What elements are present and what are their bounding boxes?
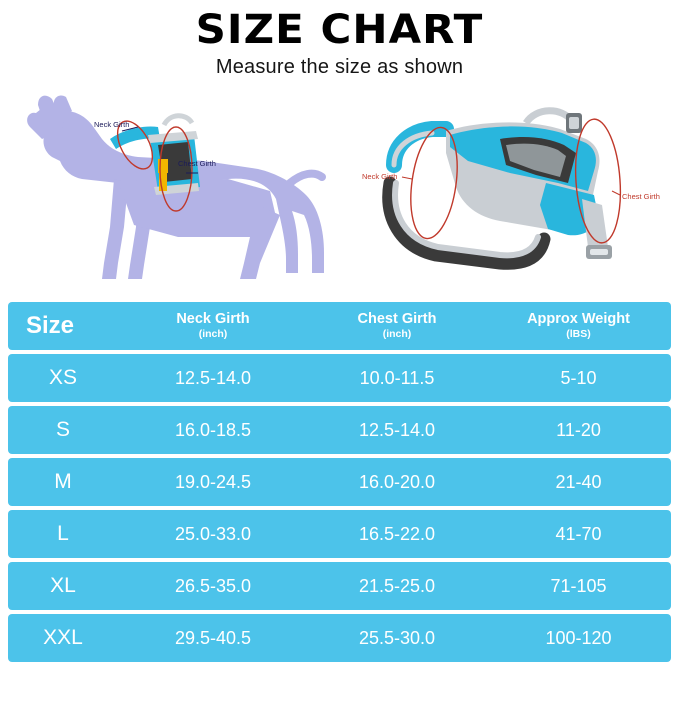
cell-approx-weight: 21-40 — [555, 471, 602, 492]
cell-approx-weight: 100-120 — [545, 627, 612, 648]
cell-chest-girth: 25.5-30.0 — [358, 627, 436, 648]
cell-neck-girth: 25.0-33.0 — [174, 523, 252, 544]
cell-neck-girth: 29.5-40.5 — [174, 627, 252, 648]
header-weight-unit: (lBS) — [566, 328, 591, 340]
label-chest-girth-dog: Chest Girth — [178, 159, 216, 168]
cell-size: S — [55, 418, 70, 441]
cell-chest-girth: 10.0-11.5 — [359, 367, 435, 388]
size-table — [8, 302, 671, 666]
dog-illustration — [18, 87, 338, 287]
cell-size: M — [54, 470, 72, 493]
cell-chest-girth: 16.5-22.0 — [358, 523, 436, 544]
label-neck-girth-harness: Neck Girth — [362, 172, 398, 181]
header-size-label: Size — [26, 312, 75, 339]
cell-size: XXL — [43, 626, 83, 649]
header-cell-neck-girth — [118, 311, 308, 341]
cell-approx-weight: 5-10 — [560, 367, 597, 388]
header-cell-chest-girth — [308, 311, 486, 341]
cell-neck-girth: 12.5-14.0 — [174, 367, 252, 388]
table-row — [8, 354, 671, 402]
header-weight-label: Approx Weight — [527, 311, 630, 327]
cell-neck-girth: 16.0-18.5 — [174, 419, 252, 440]
cell-neck-girth: 19.0-24.5 — [174, 471, 252, 492]
label-neck-girth-dog: Neck Girth — [94, 120, 130, 129]
table-row — [8, 406, 671, 454]
table-row — [8, 458, 671, 506]
page-title: SIZE CHART — [195, 7, 484, 53]
harness-illustration — [350, 87, 670, 287]
header-chest-unit: (inch) — [382, 328, 412, 340]
harness-product-svg — [350, 87, 670, 287]
header-neck-unit: (inch) — [198, 328, 228, 340]
cell-approx-weight: 41-70 — [555, 523, 602, 544]
table-header-row — [8, 302, 671, 350]
header-neck-label: Neck Girth — [176, 311, 250, 327]
page-subtitle: Measure the size as shown — [215, 56, 464, 78]
table-row — [8, 510, 671, 558]
header-cell-size — [8, 313, 118, 339]
cell-approx-weight: 11-20 — [556, 419, 601, 440]
label-chest-girth-harness: Chest Girth — [622, 192, 660, 201]
header-chest-label: Chest Girth — [357, 311, 437, 327]
table-row — [8, 562, 671, 610]
cell-chest-girth: 16.0-20.0 — [358, 471, 436, 492]
cell-chest-girth: 12.5-14.0 — [358, 419, 436, 440]
cell-chest-girth: 21.5-25.0 — [358, 575, 436, 596]
header-cell-approx-weight — [486, 311, 671, 341]
table-row — [8, 614, 671, 662]
illustration-area — [0, 87, 679, 287]
cell-size: L — [57, 522, 69, 545]
cell-approx-weight: 71-105 — [550, 575, 607, 596]
cell-size: XL — [50, 574, 76, 597]
cell-neck-girth: 26.5-35.0 — [174, 575, 252, 596]
dog-silhouette-svg — [18, 87, 338, 287]
cell-size: XS — [48, 366, 77, 389]
